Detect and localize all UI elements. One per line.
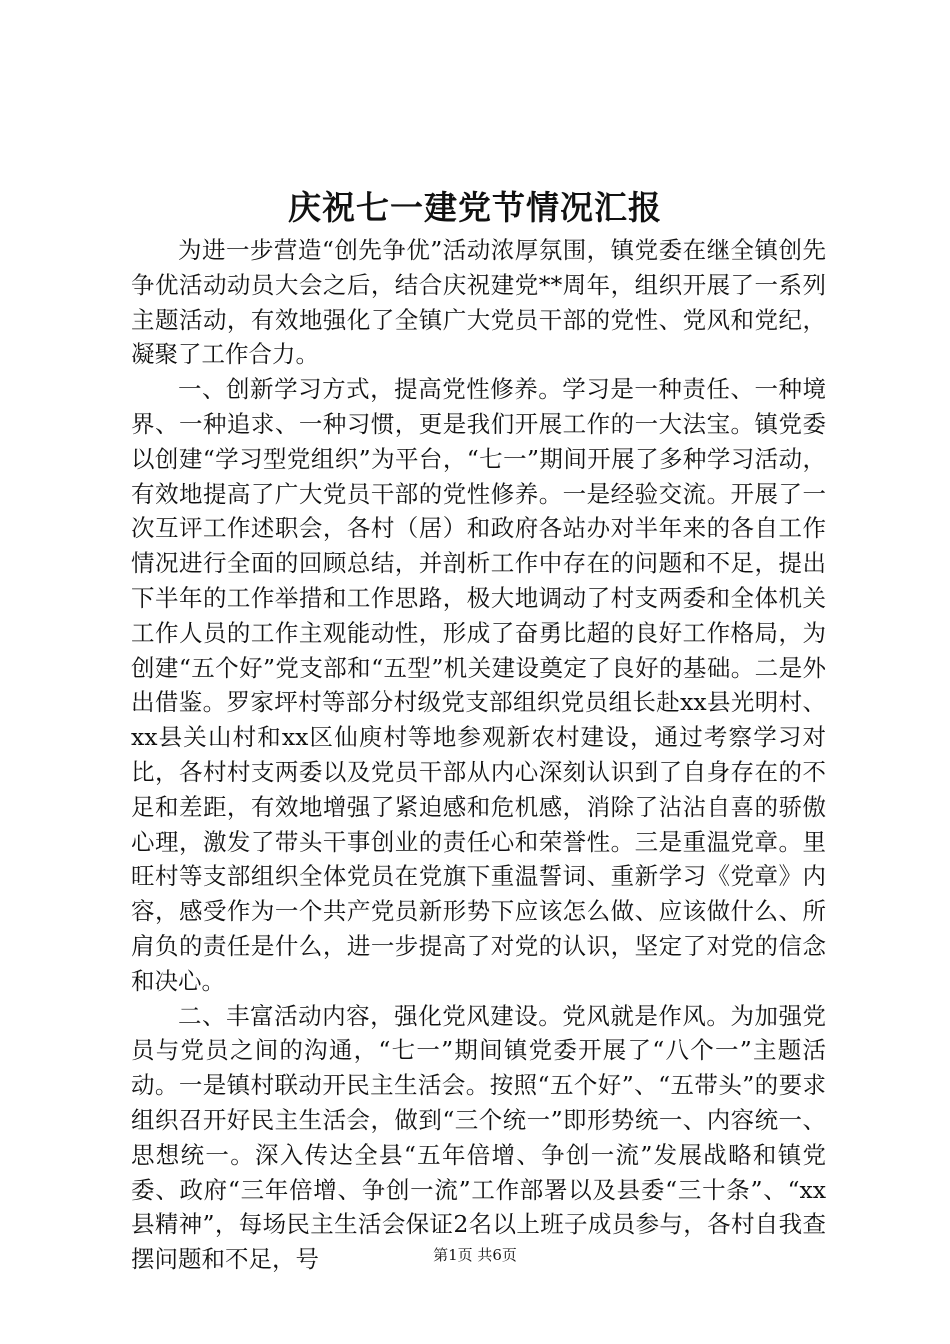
document-body bbox=[131, 233, 826, 1277]
paragraph-section-1: 一、创新学习方式，提高党性修养。学习是一种责任、一种境界、一种追求、一种习惯，更是我们开展工作的一大法宝。镇党委以创建“学习型党组织”为平台，“七一”期间开展了多种学习活动，有效地提高了广大党员干部的党性修养。一是经验交流。开展了一次互评工作述职会，各村（居）和政府各站办对半年来的各自工作情况进行全面的回顾总结，并剖析工作中存在的问题和不足，提出下半年的工作举措和工作思路，极大地调动了村支两委和全体机关工作人员的工作主观能动性，形成了奋勇比超的良好工作格局，为创建“五个好”党支部和“五型”机关建设奠定了良好的基础。二是外出借鉴。罗家坪村等部分村级党支部组织党员组长赴xx县光明村、xx县关山村和xx区仙庾村等地参观新农村建设，通过考察学习对比，各村村支两委以及党员干部从内心深刻认识到了自身存在的不足和差距，有效地增强了紧迫感和危机感，消除了沾沾自喜的骄傲心理，激发了带头干事创业的责任心和荣誉性。三是重温党章。里旺村等支部组织全体党员在党旗下重温誓词、重新学习《党章》内容，感受作为一个共产党员新形势下应该怎么做、应该做什么、所肩负的责任是什么，进一步提高了对党的认识，坚定了对党的信念和决心。 bbox=[131, 375, 826, 995]
paragraph-section-2: 二、丰富活动内容，强化党风建设。党风就是作风。为加强党员与党员之间的沟通，“七一”期间镇党委开展了“八个一”主题活动。一是镇村联动开民主生活会。按照“五个好”、“五带头”的要求组织召开好民主生活会，做到“三个统一”即形势统一、内容统一、思想统一。深入传达全县“五年倍增、争创一流”发展战略和镇党委、政府“三年倍增、争创一流”工作部署以及县委“三十条”、“xx县精神”，每场民主生活会保证2名以上班子成员参与，各村自我查摆问题和不足，号 bbox=[131, 1001, 826, 1274]
document-title: 庆祝七一建党节情况汇报 bbox=[288, 188, 662, 227]
page-number-footer: 第1页 共6页 bbox=[433, 1246, 517, 1264]
paragraph-intro: 为进一步营造“创先争优”活动浓厚氛围，镇党委在继全镇创先争优活动动员大会之后，结合庆祝建党**周年，组织开展了一系列主题活动，有效地强化了全镇广大党员干部的党性、党风和党纪，凝聚了工作合力。 bbox=[131, 236, 826, 369]
